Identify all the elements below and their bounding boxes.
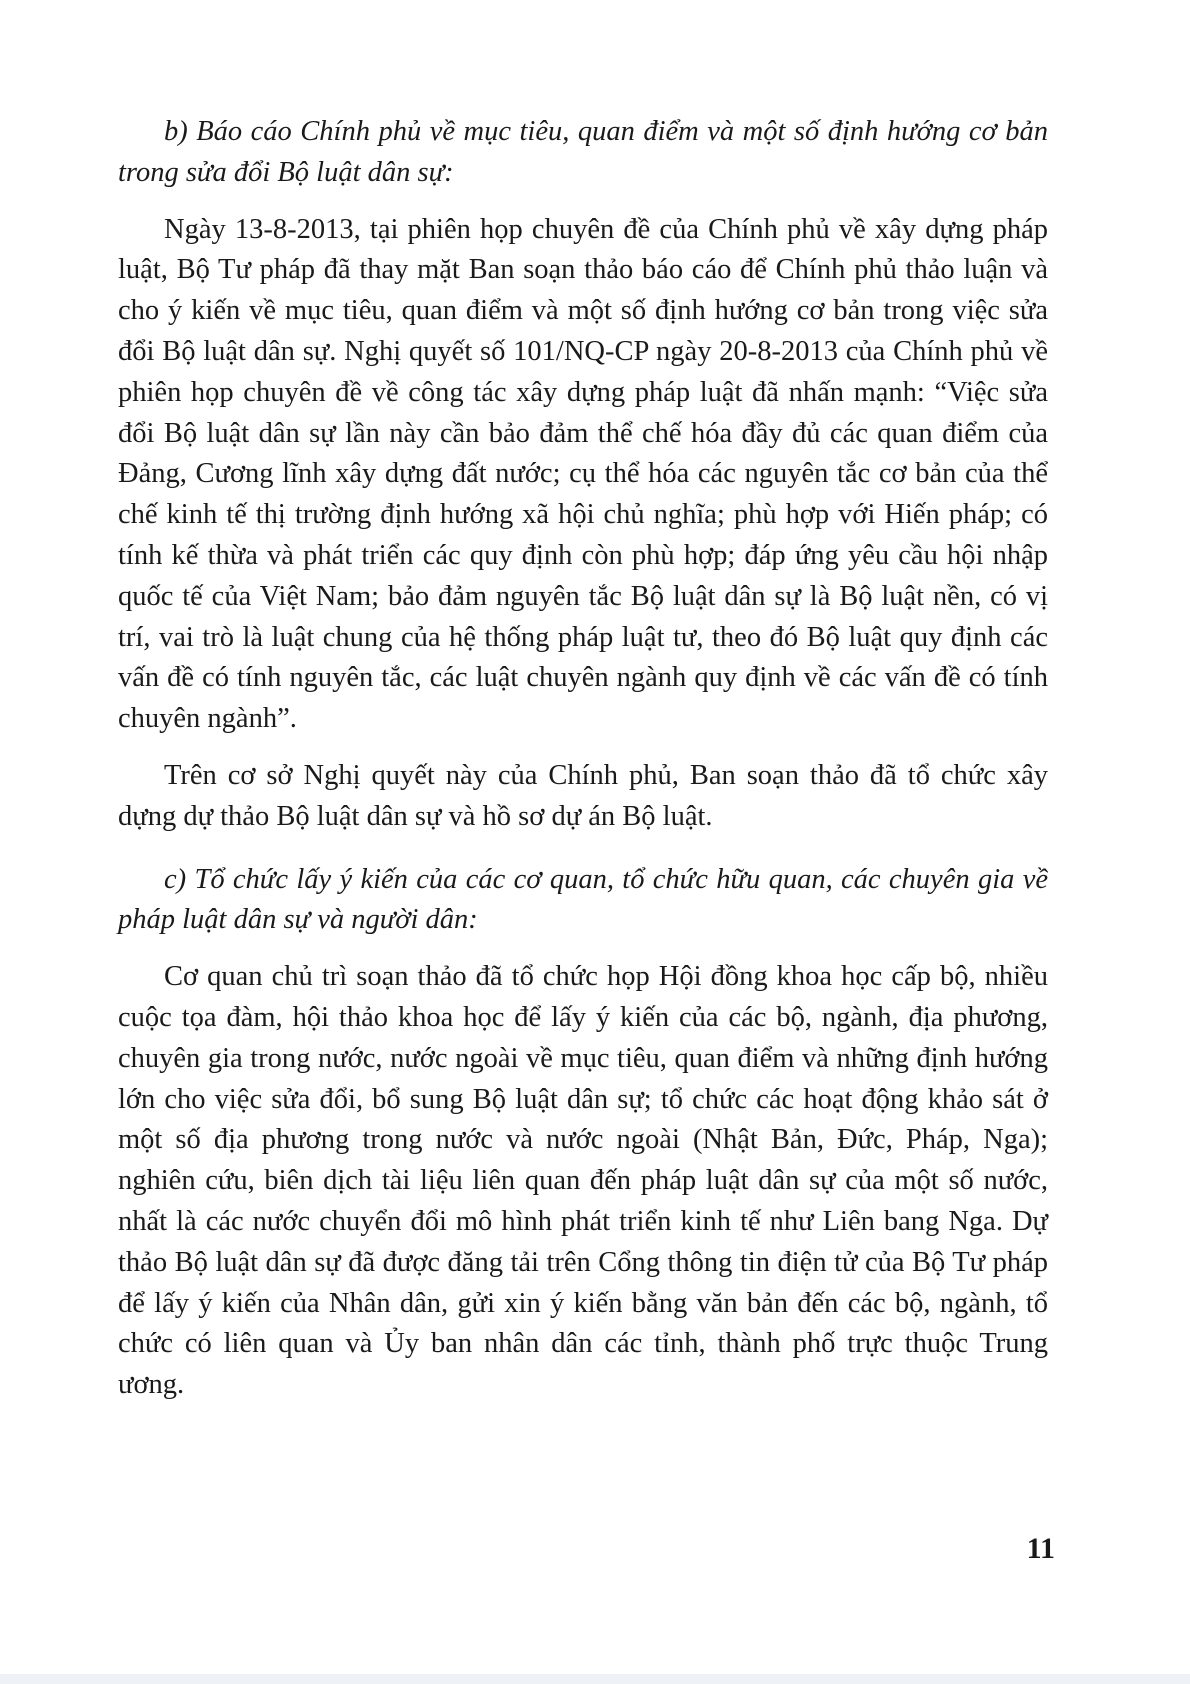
paragraph-drafting-board: Trên cơ sở Nghị quyết này của Chính phủ, Ban soạn thảo đã tổ chức xây dựng dự thảo Bộ luật dân sự và hồ sơ dự án Bộ luật.	[118, 759, 1048, 832]
section-heading-c: c) Tổ chức lấy ý kiến của các cơ quan, tổ chức hữu quan, các chuyên gia về pháp luật dân sự và người dân:	[118, 863, 1048, 936]
page-body	[118, 112, 1048, 1406]
paragraph-government-report: Ngày 13-8-2013, tại phiên họp chuyên đề của Chính phủ về xây dựng pháp luật, Bộ Tư pháp đã thay mặt Ban soạn thảo báo cáo để Chính phủ thảo luận và cho ý kiến về mục tiêu, quan điểm và một số định hướng cơ bản trong việc sửa đổi Bộ luật dân sự. Nghị quyết số 101/NQ-CP ngày 20-8-2013 của Chính phủ về phiên họp chuyên đề về công tác xây dựng pháp luật đã nhấn mạnh: “Việc sửa đổi Bộ luật dân sự lần này cần bảo đảm thể chế hóa đầy đủ các quan điểm của Đảng, Cương lĩnh xây dựng đất nước; cụ thể hóa các nguyên tắc cơ bản của thể chế kinh tế thị trường định hướng xã hội chủ nghĩa; phù hợp với Hiến pháp; có tính kế thừa và phát triển các quy định còn phù hợp; đáp ứng yêu cầu hội nhập quốc tế của Việt Nam; bảo đảm nguyên tắc Bộ luật dân sự là Bộ luật nền, có vị trí, vai trò là luật chung của hệ thống pháp luật tư, theo đó Bộ luật quy định các vấn đề có tính nguyên tắc, các luật chuyên ngành quy định về các vấn đề có tính chuyên ngành”.	[118, 213, 1048, 735]
page-bottom-edge	[0, 1674, 1190, 1684]
page-number: 11	[1026, 1532, 1055, 1565]
paragraph-consultation: Cơ quan chủ trì soạn thảo đã tổ chức họp Hội đồng khoa học cấp bộ, nhiều cuộc tọa đàm, hội thảo khoa học để lấy ý kiến của các bộ, ngành, địa phương, chuyên gia trong nước, nước ngoài về mục tiêu, quan điểm và những định hướng lớn cho việc sửa đổi, bổ sung Bộ luật dân sự; tổ chức các hoạt động khảo sát ở một số địa phương trong nước và nước ngoài (Nhật Bản, Đức, Pháp, Nga); nghiên cứu, biên dịch tài liệu liên quan đến pháp luật dân sự của một số nước, nhất là các nước chuyển đổi mô hình phát triển kinh tế như Liên bang Nga. Dự thảo Bộ luật dân sự đã được đăng tải trên Cổng thông tin điện tử của Bộ Tư pháp để lấy ý kiến của Nhân dân, gửi xin ý kiến bằng văn bản đến các bộ, ngành, tổ chức có liên quan và Ủy ban nhân dân các tỉnh, thành phố trực thuộc Trung ương.	[118, 961, 1048, 1401]
section-heading-b: b) Báo cáo Chính phủ về mục tiêu, quan điểm và một số định hướng cơ bản trong sửa đổi Bộ luật dân sự:	[118, 116, 1048, 188]
